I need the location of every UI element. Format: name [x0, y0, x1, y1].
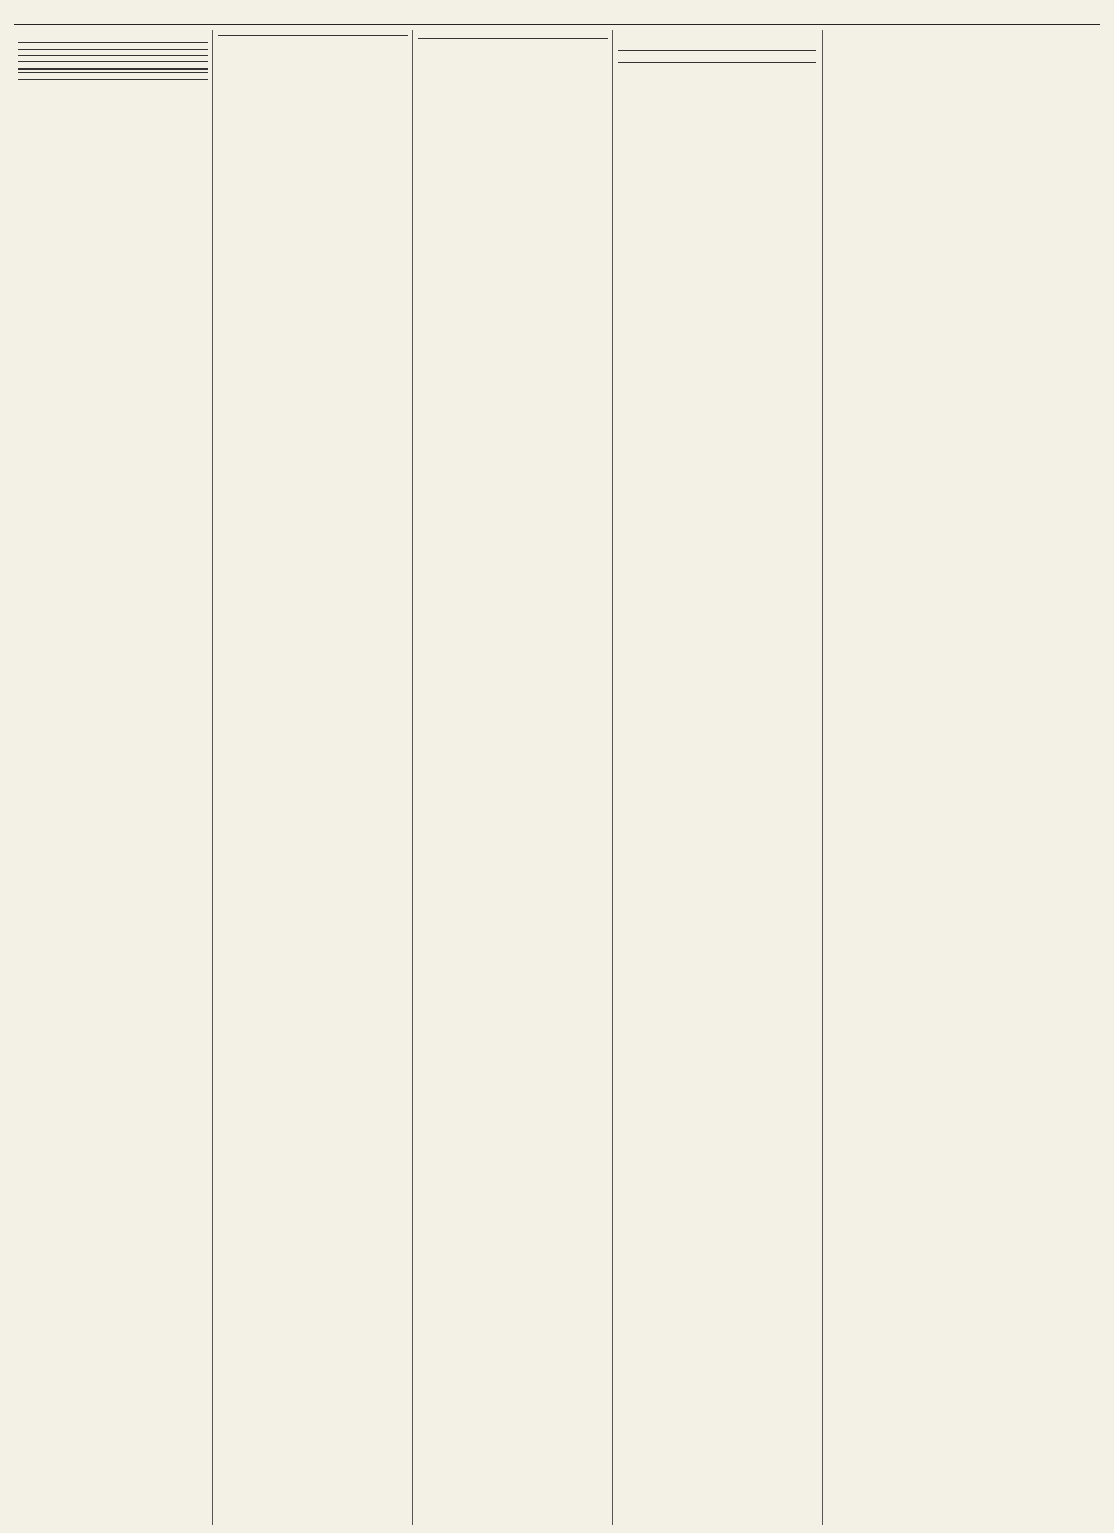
divider: [618, 62, 816, 63]
divider: [418, 38, 608, 39]
divider: [618, 50, 816, 51]
column-4: [618, 30, 816, 1525]
column-rule: [612, 30, 613, 1525]
divider: [18, 49, 208, 50]
divider: [18, 55, 208, 56]
masthead-rule: [14, 24, 1100, 25]
column-3: [418, 30, 608, 1525]
column-rule: [412, 30, 413, 1525]
divider: [18, 42, 208, 43]
divider: [18, 68, 208, 73]
divider: [18, 79, 208, 80]
column-2: [218, 30, 408, 1525]
column-rule: [212, 30, 213, 1525]
column-1: [18, 30, 208, 1525]
column-rule: [822, 30, 823, 1525]
divider: [18, 61, 208, 62]
masthead: [0, 0, 1114, 24]
divider: [218, 35, 408, 36]
